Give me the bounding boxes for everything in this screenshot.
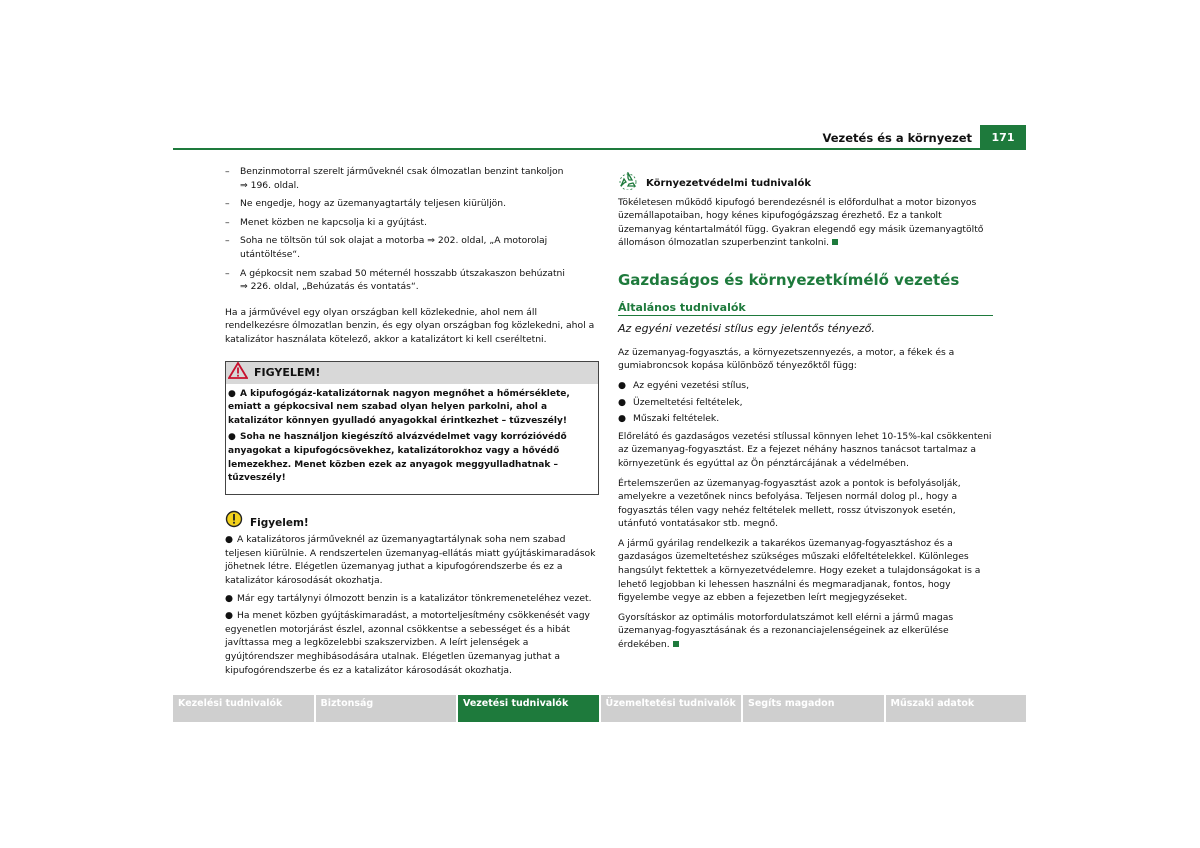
- caution-item: [225, 592, 597, 606]
- list-item: [225, 165, 597, 192]
- warning-box: [225, 361, 599, 495]
- list-item: [618, 412, 993, 426]
- list-item-text: A gépkocsit nem szabad 50 méternél hosszabb útszakaszon behúzatni: [240, 267, 565, 279]
- tab-kezelesi-tudnivalok[interactable]: Kezelési tudnivalók: [173, 695, 314, 722]
- list-item: [225, 267, 597, 294]
- lead-sentence: Az egyéni vezetési stílus egy jelentős tényező.: [618, 322, 875, 336]
- list-item: [618, 396, 993, 410]
- end-mark: [832, 239, 838, 245]
- list-item-text: Műszaki feltételek.: [633, 413, 720, 425]
- bullet: ●: [225, 592, 234, 604]
- caution-title: Figyelem!: [250, 517, 309, 530]
- caution-item-text: Már egy tartálynyi ólmozott benzin is a katalizátor tönkremeneteléhez vezet.: [237, 592, 592, 604]
- paragraph-5: [618, 611, 993, 652]
- dash-marker: –: [225, 235, 230, 247]
- caution-item-text: A katalizátoros járműveknél az üzemanyagtartálynak soha nem szabad teljesen kiürülnie. A rendszertelen üzemanyag-ellátás miatt gyújtáskimaradások jöhetnek létre. Elégetlen üzemanyag juthat a kipufogórendszerbe és ez a katalizátor károsodását okozhatja.: [225, 534, 596, 587]
- paragraph-2: Előrelátó és gazdaságos vezetési stílussal könnyen lehet 10-15%-kal csökkenteni az üzemanyag-fogyasztást. Ez a fejezet néhány hasznos tanácsot tartalmaz a környezetünk és egyúttal az Ön pénztárcájának a védelmében.: [618, 430, 992, 469]
- tab-segits-magadon[interactable]: Segíts magadon: [743, 695, 884, 722]
- subsection-title: Általános tudnivalók: [618, 301, 993, 317]
- environment-note-header: [618, 172, 993, 195]
- caution-header: [225, 510, 597, 533]
- list-item-text: Benzinmotorral szerelt járműveknél csak ólmozatlan benzint tankoljon: [240, 166, 564, 177]
- tab-vezetesi-tudnivalok[interactable]: Vezetési tudnivalók: [458, 695, 599, 722]
- warning-header: [226, 362, 598, 384]
- tab-biztonsag[interactable]: Biztonság: [316, 695, 457, 722]
- dash-list: [225, 165, 597, 294]
- warning-title: FIGYELEM!: [254, 365, 321, 379]
- bullet: ●: [228, 432, 236, 443]
- chapter-title: Vezetés és a környezet: [822, 131, 972, 145]
- left-column: [225, 165, 597, 681]
- caution-item: [225, 533, 597, 587]
- list-item: [618, 379, 993, 393]
- caution-body: [225, 533, 597, 677]
- paragraph-5-text: Gyorsításkor az optimális motorfordulatszámot kell elérni a jármű magas üzemanyag-fogyasztásának és a rezonanciajelenségeinek az elkerülése érdekében.: [618, 611, 954, 651]
- warning-item-text: Soha ne használjon kiegészítő alvázvédelmet vagy korrózióvédő anyagokat a kipufogócsövekhez, katalizátorokhoz vagy a hővédő lemezekhez. Menet közben ezek az anyagok meggyulladhatnak – tűzveszély!: [228, 432, 567, 484]
- list-item-ref: ⇒ 196. oldal.: [240, 179, 300, 191]
- list-item-text: Üzemeltetési feltételek,: [633, 396, 743, 408]
- dash-marker: –: [225, 198, 230, 210]
- end-mark: [673, 641, 679, 647]
- list-item: [225, 216, 597, 230]
- page-number: 171: [980, 125, 1026, 150]
- paragraph-4: A jármű gyárilag rendelkezik a takarékos üzemanyag-fogyasztáshoz és a gazdaságos üzemeltetéshez szükséges műszaki előfeltételekkel. Különleges hangsúlyt fektettek a környezetvédelemre. Hogy ezeket a tulajdonságokat is a lehető legjobban ki lehessen használni és megmaradjanak, fontos, hogy figyelembe vegye az ebben a fejezetben leírt megjegyzéseket.: [618, 537, 981, 604]
- warning-body: [226, 384, 598, 494]
- list-item: [225, 234, 597, 261]
- dash-marker: –: [225, 166, 230, 177]
- caution-item-text: Ha menet közben gyújtáskimaradást, a motorteljesítmény csökkenését vagy egyenetlen motorjárást észlel, azonnal csökkentse a sebességet és a hibát javíttassa meg a legközelebbi szakszervizben. A leírt jelenségek a gyújtórendszer meghibásodására utalnak. Elégetlen üzemanyag juthat a kipufogórendszerbe és ez a katalizátor károsodását okozhatja.: [225, 610, 590, 676]
- bullet: ●: [618, 379, 627, 391]
- list-item: [225, 197, 597, 211]
- right-column: [618, 172, 993, 658]
- bullet: ●: [228, 388, 236, 399]
- list-item-text: Menet közben ne kapcsolja ki a gyújtást.: [240, 216, 427, 228]
- list-item-text: Soha ne töltsön túl sok olajat a motorba ⇒ 202. oldal, „A motorolaj utántöltése“.: [240, 235, 548, 260]
- environment-note-text: [618, 196, 993, 250]
- caution-item: [225, 609, 597, 677]
- warning-triangle-icon: [228, 362, 248, 384]
- tab-muszaki-adatok[interactable]: Műszaki adatok: [886, 695, 1027, 722]
- environment-note-body: Tökéletesen működő kipufogó berendezésnél is előfordulhat a motor bizonyos üzemállapotaiban, hogy kénes kipufogógázszag érezhető. Ez a tankolt üzemanyag kéntartalmától függ. Gyakran elegendő egy másik üzemanyagtöltő állomáson ólmozatlan szuperbenzint tankolni.: [618, 196, 984, 249]
- tab-uzemeltetesi-tudnivalok[interactable]: Üzemeltetési tudnivalók: [601, 695, 742, 722]
- bullet: ●: [618, 413, 627, 425]
- caution-icon: [225, 510, 243, 533]
- paragraph-3: Értelemszerűen az üzemanyag-fogyasztást azok a pontok is befolyásolják, amelyekre a vezetőnek nincs befolyása. Teljesen normál dolog pl., hogy a fogyasztás télen vagy nehéz feltételek mellett, rossz útviszonyok esetén, utánfutó vontatásakor stb. megnő.: [618, 477, 961, 530]
- dash-marker: –: [225, 267, 230, 279]
- environment-icon: [618, 172, 638, 195]
- paragraph-1: Az üzemanyag-fogyasztás, a környezetszennyezés, a motor, a fékek és a gumiabroncsok kopása különböző tényezőktől függ:: [618, 346, 955, 372]
- bullet: ●: [225, 610, 234, 622]
- header-rule: [173, 148, 1026, 150]
- dash-marker: –: [225, 216, 230, 228]
- chapter-nav: [173, 695, 1026, 722]
- warning-item: [228, 388, 596, 429]
- list-item-ref: ⇒ 226. oldal, „Behúzatás és vontatás“.: [240, 281, 419, 293]
- environment-note-title: Környezetvédelmi tudnivalók: [646, 177, 811, 189]
- list-item-text: Az egyéni vezetési stílus,: [633, 379, 750, 391]
- list-item-text: Ne engedje, hogy az üzemanyagtartály teljesen kiürüljön.: [240, 198, 507, 210]
- warning-item-text: A kipufogógáz-katalizátornak nagyon megnőhet a hőmérséklete, emiatt a gépkocsival nem szabad olyan helyen parkolni, ahol a katalizátor könnyen gyulladó anyagokkal érintkezhet – tűzveszély!: [228, 388, 570, 426]
- bullet: ●: [225, 534, 234, 546]
- section-title: Gazdaságos és környezetkímélő vezetés: [618, 270, 960, 289]
- warning-item: [228, 431, 596, 485]
- bullet: ●: [618, 396, 627, 408]
- catalyst-paragraph: Ha a járművével egy olyan országban kell közlekednie, ahol nem áll rendelkezésre ólmozatlan benzin, és egy olyan országban fog közlekedni, ahol a katalizátor használata kötelező, akkor a katalizátort ki kell cseréltetni.: [225, 306, 595, 345]
- factor-list: [618, 379, 993, 426]
